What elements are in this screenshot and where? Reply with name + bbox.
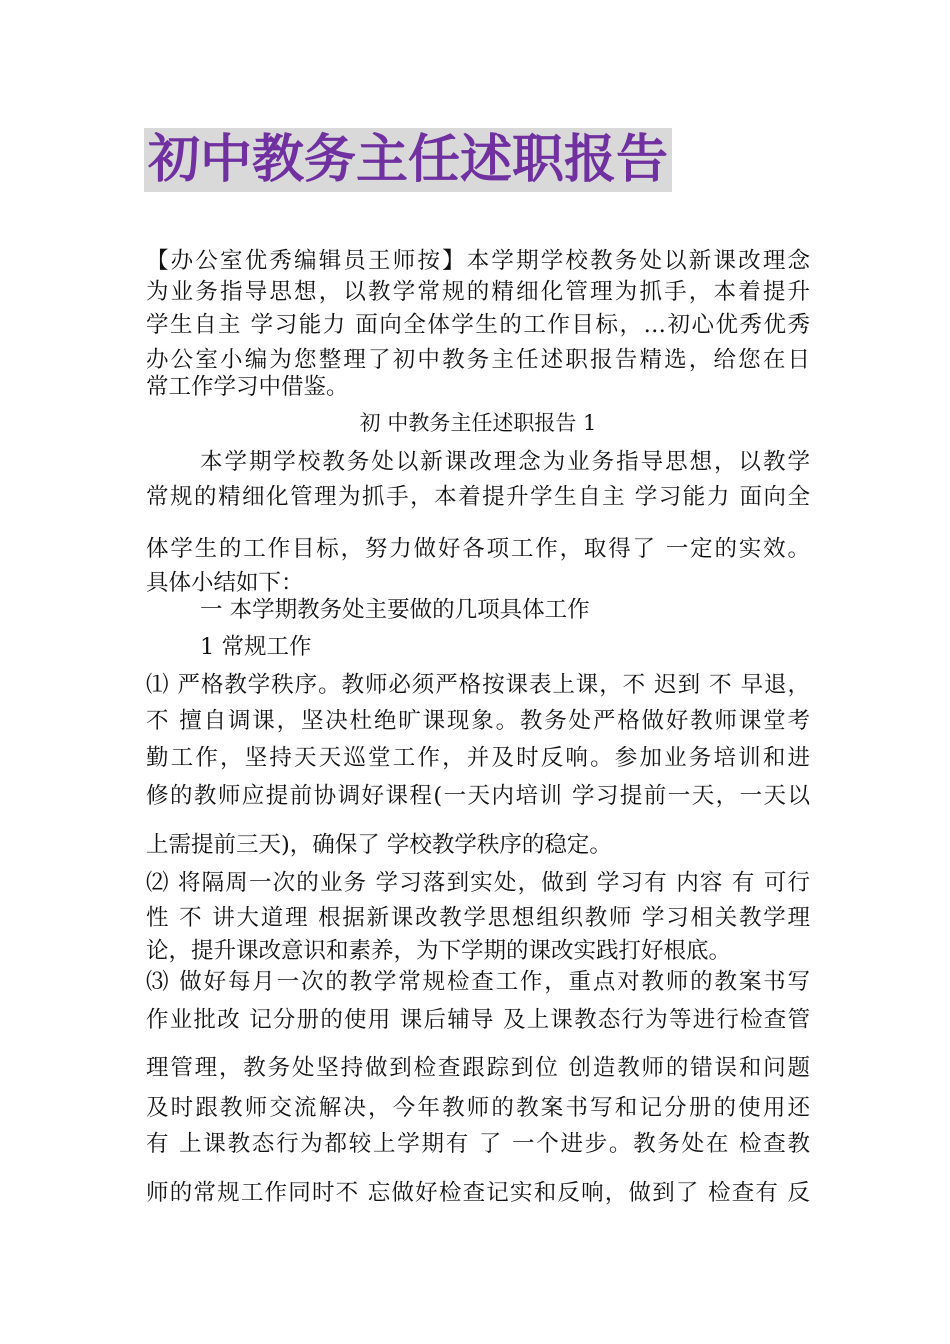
item-line: 论，提升课改意识和素养，为下学期的课改实践打好根底。 (146, 938, 732, 964)
item-line: 师的常规工作同时不 忘做好检查记实和反响，做到了 检查有 反 (146, 1180, 810, 1206)
item-line: 及时跟教师交流解决，今年教师的教案书写和记分册的使用还 (146, 1095, 810, 1121)
section-title: 初 中教务主任述职报告 1 (359, 411, 597, 435)
item-line: 上需提前三天)，确保了 学校教学秩序的稳定。 (146, 832, 612, 858)
item-line: ⑴ 严格教学秩序。教师必须严格按课表上课，不 迟到 不 早退， (146, 672, 810, 698)
item-line: ⑶ 做好每月一次的教学常规检查工作，重点对教师的教案书写 (146, 969, 810, 995)
paragraph-line: 具体小结如下： (146, 570, 304, 596)
paragraph-line: 本学期学校教务处以新课改理念为业务指导思想，以教学 (200, 449, 810, 475)
item-line: 不 擅自调课，坚决杜绝旷课现象。教务处严格做好教师课堂考 (146, 708, 810, 734)
intro-line: 【办公室优秀编辑员王师按】本学期学校教务处以新课改理念 (146, 248, 810, 274)
item-line: 勤工作，坚持天天巡堂工作，并及时反响。参加业务培训和进 (146, 745, 810, 771)
heading-2: 1 常规工作 (200, 634, 312, 660)
intro-line: 为业务指导思想，以教学常规的精细化管理为抓手，本着提升 (146, 279, 810, 305)
paragraph-line: 体学生的工作目标，努力做好各项工作，取得了 一定的实效。 (146, 536, 810, 562)
document-title: 初中教务主任述职报告 (144, 128, 672, 192)
item-line: ⑵ 将隔周一次的业务 学习落到实处，做到 学习有 内容 有 可行 (146, 870, 810, 896)
intro-line: 学生自主 学习能力 面向全体学生的工作目标，…初心优秀优秀 (146, 312, 810, 338)
item-line: 修的教师应提前协调好课程(一天内培训 学习提前一天，一天以 (146, 783, 810, 809)
intro-line: 办公室小编为您整理了初中教务主任述职报告精选，给您在日 (146, 347, 810, 373)
heading-1: 一 本学期教务处主要做的几项具体工作 (200, 597, 590, 623)
paragraph-line: 常规的精细化管理为抓手，本着提升学生自主 学习能力 面向全 (146, 484, 810, 510)
item-line: 理管理，教务处坚持做到检查跟踪到位 创造教师的错误和问题 (146, 1055, 810, 1081)
intro-line: 常工作学习中借鉴。 (146, 374, 349, 400)
item-line: 性 不 讲大道理 根据新课改教学思想组织教师 学习相关教学理 (146, 905, 810, 931)
item-line: 作业批改 记分册的使用 课后辅导 及上课教态行为等进行检查管 (146, 1007, 810, 1033)
item-line: 有 上课教态行为都较上学期有 了 一个进步。教务处在 检查教 (146, 1131, 810, 1157)
